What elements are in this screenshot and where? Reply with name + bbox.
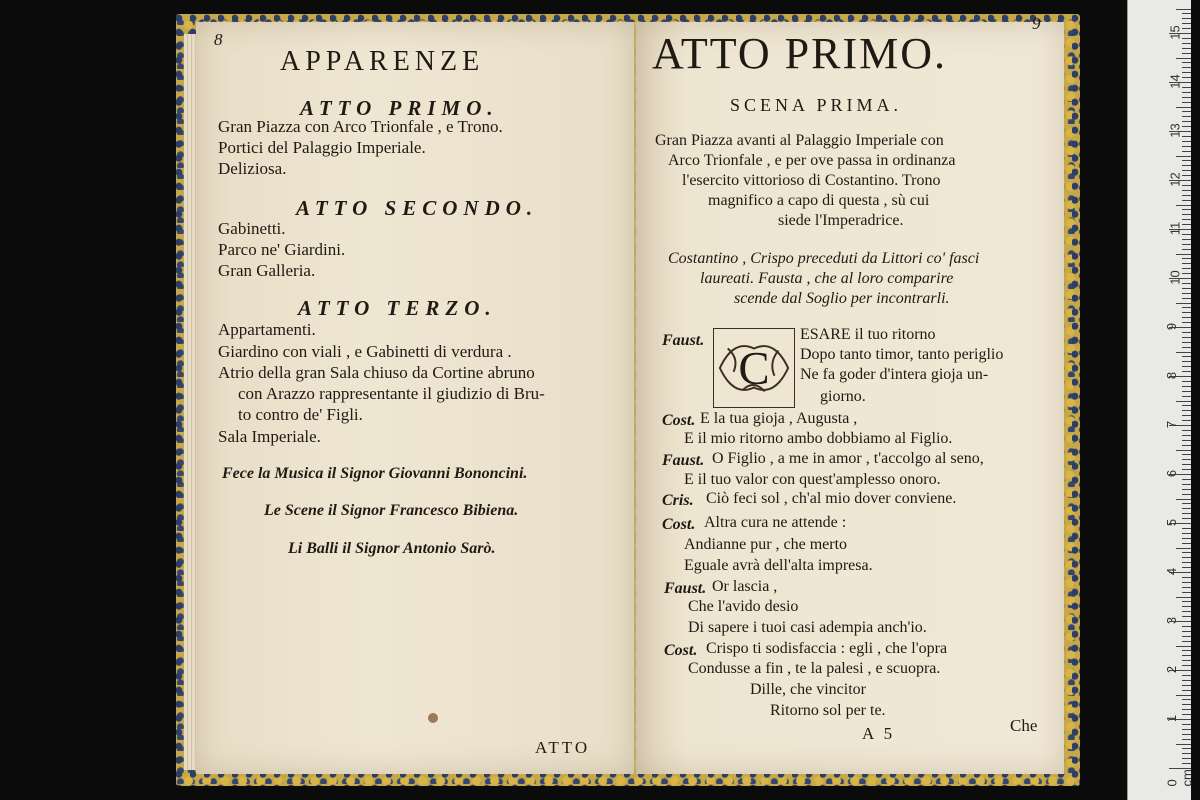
- ruler-tick: [1182, 577, 1191, 578]
- act3-line: Appartamenti.: [218, 320, 316, 339]
- ruler-label: 11: [1167, 221, 1183, 236]
- right-page-number: 9: [1032, 14, 1041, 33]
- act3-line: Atrio della gran Sala chiuso da Cortine abruno: [218, 363, 535, 382]
- ruler-tick: [1182, 606, 1191, 607]
- svg-text:C: C: [738, 342, 770, 395]
- floral-ornament-icon: [714, 329, 794, 407]
- dialogue-line: E la tua gioja , Augusta ,: [700, 410, 858, 427]
- ruler-tick: [1182, 322, 1191, 323]
- ruler-tick: [1182, 312, 1191, 313]
- ruler-tick: [1182, 111, 1191, 112]
- ruler-tick: [1182, 386, 1191, 387]
- ruler-tick: [1176, 156, 1191, 157]
- ruler-tick: [1182, 141, 1191, 142]
- ruler-tick: [1182, 650, 1191, 651]
- ruler-tick: [1182, 405, 1191, 406]
- ruler-tick: [1182, 151, 1191, 152]
- ruler-tick: [1182, 557, 1191, 558]
- ruler-tick: [1182, 685, 1191, 686]
- ruler-tick: [1182, 185, 1191, 186]
- act2-line: Gabinetti.: [218, 219, 286, 238]
- ruler-tick: [1176, 205, 1191, 206]
- ruler-tick: [1182, 601, 1191, 602]
- ruler-tick: [1182, 366, 1191, 367]
- ruler-tick: [1176, 107, 1191, 108]
- ruler-tick: [1182, 72, 1191, 73]
- ruler-tick: [1176, 58, 1191, 59]
- ruler-tick: [1182, 146, 1191, 147]
- act1-line: Gran Piazza con Arco Trionfale , e Trono.: [218, 117, 503, 136]
- act3-line: to contro de' Figli.: [238, 405, 363, 424]
- setting-line: Gran Piazza avanti al Palaggio Imperiale con: [655, 132, 944, 149]
- dialogue-line: Andianne pur , che merto: [684, 536, 848, 553]
- ruler-tick: [1182, 239, 1191, 240]
- ruler-tick: [1182, 415, 1191, 416]
- ruler-tick: [1182, 538, 1191, 539]
- credit-dances: Li Balli il Signor Antonio Sarò.: [288, 540, 496, 557]
- ruler-tick: [1182, 288, 1191, 289]
- dialogue-line: Dopo tanto timor, tanto periglio: [800, 346, 1004, 363]
- speaker-label: Cost.: [662, 412, 696, 429]
- ruler-tick: [1182, 660, 1191, 661]
- dialogue-line: Dille, che vincitor: [750, 681, 866, 698]
- dialogue-line: E il mio ritorno ambo dobbiamo al Figlio.: [684, 430, 953, 447]
- ruler-tick: [1182, 293, 1191, 294]
- ruler-tick: [1182, 298, 1191, 299]
- ruler-tick: [1182, 165, 1191, 166]
- ruler-label: 13: [1167, 123, 1183, 138]
- left-catchword: ATTO: [535, 738, 591, 757]
- ruler-label: 15: [1167, 25, 1183, 40]
- ruler-tick: [1182, 126, 1191, 127]
- credit-scenes: Le Scene il Signor Francesco Bibiena.: [264, 502, 519, 519]
- ruler-tick: [1176, 450, 1191, 451]
- ruler-tick: [1182, 347, 1191, 348]
- act1-line: Deliziosa.: [218, 159, 287, 178]
- dialogue-line: Crispo ti sodisfaccia : egli , che l'opra: [706, 640, 948, 657]
- ruler-tick: [1182, 636, 1191, 637]
- ruler-tick: [1176, 352, 1191, 353]
- ruler-label: 3: [1164, 616, 1180, 625]
- act3-line: Giardino con viali , e Gabinetti di verdura .: [218, 342, 512, 361]
- ruler-label: 8: [1164, 371, 1180, 380]
- ruler-label: 2: [1164, 665, 1180, 674]
- ruler-tick: [1182, 102, 1191, 103]
- ruler-tick: [1182, 758, 1191, 759]
- ruler-tick: [1182, 562, 1191, 563]
- ruler-tick: [1182, 518, 1191, 519]
- ruler-tick: [1182, 23, 1191, 24]
- credit-music: Fece la Musica il Signor Giovanni Bononcini.: [222, 465, 528, 482]
- ruler-tick: [1176, 744, 1191, 745]
- ruler-tick: [1182, 332, 1191, 333]
- ruler-tick: [1176, 548, 1191, 549]
- paper-stain: [428, 713, 438, 723]
- setting-line: magnifico a capo di questa , sù cui: [708, 192, 930, 209]
- ruler-tick: [1182, 361, 1191, 362]
- setting-line: Arco Trionfale , e per ove passa in ordinanza: [668, 152, 956, 169]
- ruler-tick: [1182, 13, 1191, 14]
- ruler-tick: [1182, 342, 1191, 343]
- ruler-tick: [1182, 690, 1191, 691]
- dialogue-line: Condusse a fin , te la palesi , e scuopra.: [688, 660, 941, 677]
- measurement-ruler: [1127, 0, 1195, 800]
- speaker-label: Faust.: [664, 580, 707, 597]
- ruler-tick: [1182, 459, 1191, 460]
- ruler-label: 14: [1167, 74, 1183, 89]
- ruler-tick: [1182, 224, 1191, 225]
- ruler-tick: [1176, 9, 1191, 10]
- ruler-tick: [1176, 597, 1191, 598]
- ruler-tick: [1182, 337, 1191, 338]
- setting-line: siede l'Imperadrice.: [778, 212, 904, 229]
- ruler-tick: [1182, 675, 1191, 676]
- dialogue-line: Ciò feci sol , ch'al mio dover conviene.: [706, 490, 957, 507]
- dialogue-line: E il tuo valor con quest'amplesso onoro.: [684, 471, 941, 488]
- ruler-tick: [1182, 734, 1191, 735]
- stage-direction-line: scende dal Soglio per incontrarli.: [734, 290, 950, 307]
- ruler-tick: [1182, 244, 1191, 245]
- ruler-tick: [1182, 77, 1191, 78]
- ruler-tick: [1182, 464, 1191, 465]
- left-page-number: 8: [214, 30, 223, 49]
- ruler-tick: [1182, 508, 1191, 509]
- ruler-label: 0 cm: [1164, 769, 1195, 787]
- appearances-title: APPARENZE: [280, 46, 485, 77]
- ruler-label: 6: [1164, 469, 1180, 478]
- ruler-tick: [1182, 739, 1191, 740]
- ruler-tick: [1182, 430, 1191, 431]
- ruler-tick: [1182, 479, 1191, 480]
- ruler-tick: [1176, 646, 1191, 647]
- ruler-tick: [1182, 219, 1191, 220]
- ruler-tick: [1182, 543, 1191, 544]
- ruler-tick: [1182, 371, 1191, 372]
- speaker-label: Faust.: [662, 332, 705, 349]
- ruler-tick: [1182, 214, 1191, 215]
- act1-line: Portici del Palaggio Imperiale.: [218, 138, 426, 157]
- ruler-tick: [1176, 303, 1191, 304]
- ruler-tick: [1182, 263, 1191, 264]
- dialogue-line: Che l'avido desio: [688, 598, 799, 615]
- dialogue-line: Altra cura ne attende :: [704, 514, 847, 531]
- ruler-tick: [1182, 753, 1191, 754]
- dialogue-line: O Figlio , a me in amor , t'accolgo al seno,: [712, 450, 984, 467]
- ruler-tick: [1182, 680, 1191, 681]
- ruler-tick: [1182, 121, 1191, 122]
- ruler-label: 9: [1164, 322, 1180, 331]
- ruler-tick: [1182, 699, 1191, 700]
- ruler-tick: [1182, 709, 1191, 710]
- stage-direction-line: laureati. Fausta , che al loro comparire: [700, 270, 954, 287]
- ruler-tick: [1182, 87, 1191, 88]
- ruler-tick: [1182, 396, 1191, 397]
- act2-heading: ATTO SECONDO.: [296, 196, 539, 220]
- ruler-tick: [1182, 626, 1191, 627]
- ruler-tick: [1182, 92, 1191, 93]
- ruler-tick: [1182, 67, 1191, 68]
- dialogue-line: Or lascia ,: [712, 578, 778, 595]
- dialogue-line: ESARE il tuo ritorno: [800, 326, 936, 343]
- ruler-tick: [1182, 641, 1191, 642]
- ruler-tick: [1176, 254, 1191, 255]
- dialogue-line: Ritorno sol per te.: [770, 702, 886, 719]
- ruler-tick: [1182, 43, 1191, 44]
- ruler-tick: [1182, 724, 1191, 725]
- ruler-tick: [1182, 592, 1191, 593]
- ruler-tick: [1176, 401, 1191, 402]
- dialogue-line: Eguale avrà dell'alta impresa.: [684, 557, 873, 574]
- ruler-tick: [1182, 391, 1191, 392]
- ruler-tick: [1182, 582, 1191, 583]
- act1-heading: ATTO PRIMO.: [300, 96, 499, 120]
- ruler-tick: [1182, 494, 1191, 495]
- ruler-tick: [1182, 611, 1191, 612]
- ruler-label: 1: [1164, 714, 1180, 723]
- speaker-label: Cris.: [662, 492, 694, 509]
- signature-mark: A 5: [862, 724, 896, 743]
- ruler-tick: [1182, 665, 1191, 666]
- ruler-tick: [1182, 729, 1191, 730]
- ornamental-drop-cap: [713, 328, 795, 408]
- ruler-tick: [1182, 170, 1191, 171]
- ruler-tick: [1182, 503, 1191, 504]
- stage-direction-line: Costantino , Crispo preceduti da Littori co' fasci: [668, 250, 980, 267]
- speaker-label: Faust.: [662, 452, 705, 469]
- ruler-tick: [1182, 234, 1191, 235]
- ruler-tick: [1182, 249, 1191, 250]
- ruler-tick: [1182, 116, 1191, 117]
- ruler-tick: [1182, 273, 1191, 274]
- ruler-tick: [1182, 268, 1191, 269]
- ruler-tick: [1182, 200, 1191, 201]
- ruler-tick: [1182, 356, 1191, 357]
- ruler-tick: [1182, 209, 1191, 210]
- ruler-tick: [1182, 435, 1191, 436]
- ruler-tick: [1182, 48, 1191, 49]
- ruler-tick: [1182, 484, 1191, 485]
- ruler-tick: [1182, 616, 1191, 617]
- scene-heading: SCENA PRIMA.: [730, 95, 903, 115]
- ruler-tick: [1182, 748, 1191, 749]
- ruler-tick: [1182, 97, 1191, 98]
- ruler-tick: [1182, 469, 1191, 470]
- ruler-tick: [1182, 454, 1191, 455]
- ruler-tick: [1182, 381, 1191, 382]
- ruler-tick: [1182, 528, 1191, 529]
- right-catchword: Che: [1010, 716, 1038, 735]
- ruler-tick: [1182, 195, 1191, 196]
- ruler-tick: [1182, 567, 1191, 568]
- ruler-tick: [1182, 28, 1191, 29]
- act-title: ATTO PRIMO.: [652, 29, 948, 78]
- ruler-tick: [1182, 445, 1191, 446]
- act2-line: Parco ne' Giardini.: [218, 240, 346, 259]
- ruler-tick: [1182, 420, 1191, 421]
- ruler-tick: [1182, 714, 1191, 715]
- ruler-label: 5: [1164, 518, 1180, 527]
- ruler-label: 12: [1167, 172, 1183, 187]
- dialogue-line: giorno.: [820, 388, 866, 405]
- ruler-tick: [1182, 307, 1191, 308]
- act3-line: Sala Imperiale.: [218, 427, 321, 446]
- act3-heading: ATTO TERZO.: [298, 296, 497, 320]
- ruler-tick: [1182, 136, 1191, 137]
- ruler-tick: [1182, 489, 1191, 490]
- ruler-tick: [1182, 190, 1191, 191]
- ruler-tick: [1182, 587, 1191, 588]
- ruler-tick: [1182, 18, 1191, 19]
- act2-line: Gran Galleria.: [218, 261, 316, 280]
- ruler-tick: [1182, 655, 1191, 656]
- ruler-tick: [1182, 38, 1191, 39]
- ruler-tick: [1182, 317, 1191, 318]
- ruler-tick: [1182, 53, 1191, 54]
- ruler-label: 7: [1164, 420, 1180, 429]
- speaker-label: Cost.: [664, 642, 698, 659]
- ruler-tick: [1182, 410, 1191, 411]
- ruler-tick: [1182, 552, 1191, 553]
- speaker-label: Cost.: [662, 516, 696, 533]
- ruler-label: 10: [1167, 270, 1183, 285]
- ruler-tick: [1182, 440, 1191, 441]
- ruler-tick: [1176, 695, 1191, 696]
- ruler-tick: [1182, 513, 1191, 514]
- ruler-tick: [1182, 160, 1191, 161]
- dialogue-line: Ne fa goder d'intera gioja un-: [800, 366, 989, 383]
- act3-line: con Arazzo rappresentante il giudizio di Bru-: [238, 384, 545, 403]
- ruler-label: 4: [1164, 567, 1180, 576]
- dialogue-line: Di sapere i tuoi casi adempia anch'io.: [688, 619, 927, 636]
- ruler-tick: [1182, 258, 1191, 259]
- ruler-tick: [1182, 631, 1191, 632]
- ruler-tick: [1176, 499, 1191, 500]
- setting-line: l'esercito vittorioso di Costantino. Trono: [682, 172, 941, 189]
- ruler-tick: [1182, 283, 1191, 284]
- ruler-tick: [1182, 533, 1191, 534]
- ruler-tick: [1182, 175, 1191, 176]
- ruler-tick: [1182, 62, 1191, 63]
- ruler-tick: [1182, 704, 1191, 705]
